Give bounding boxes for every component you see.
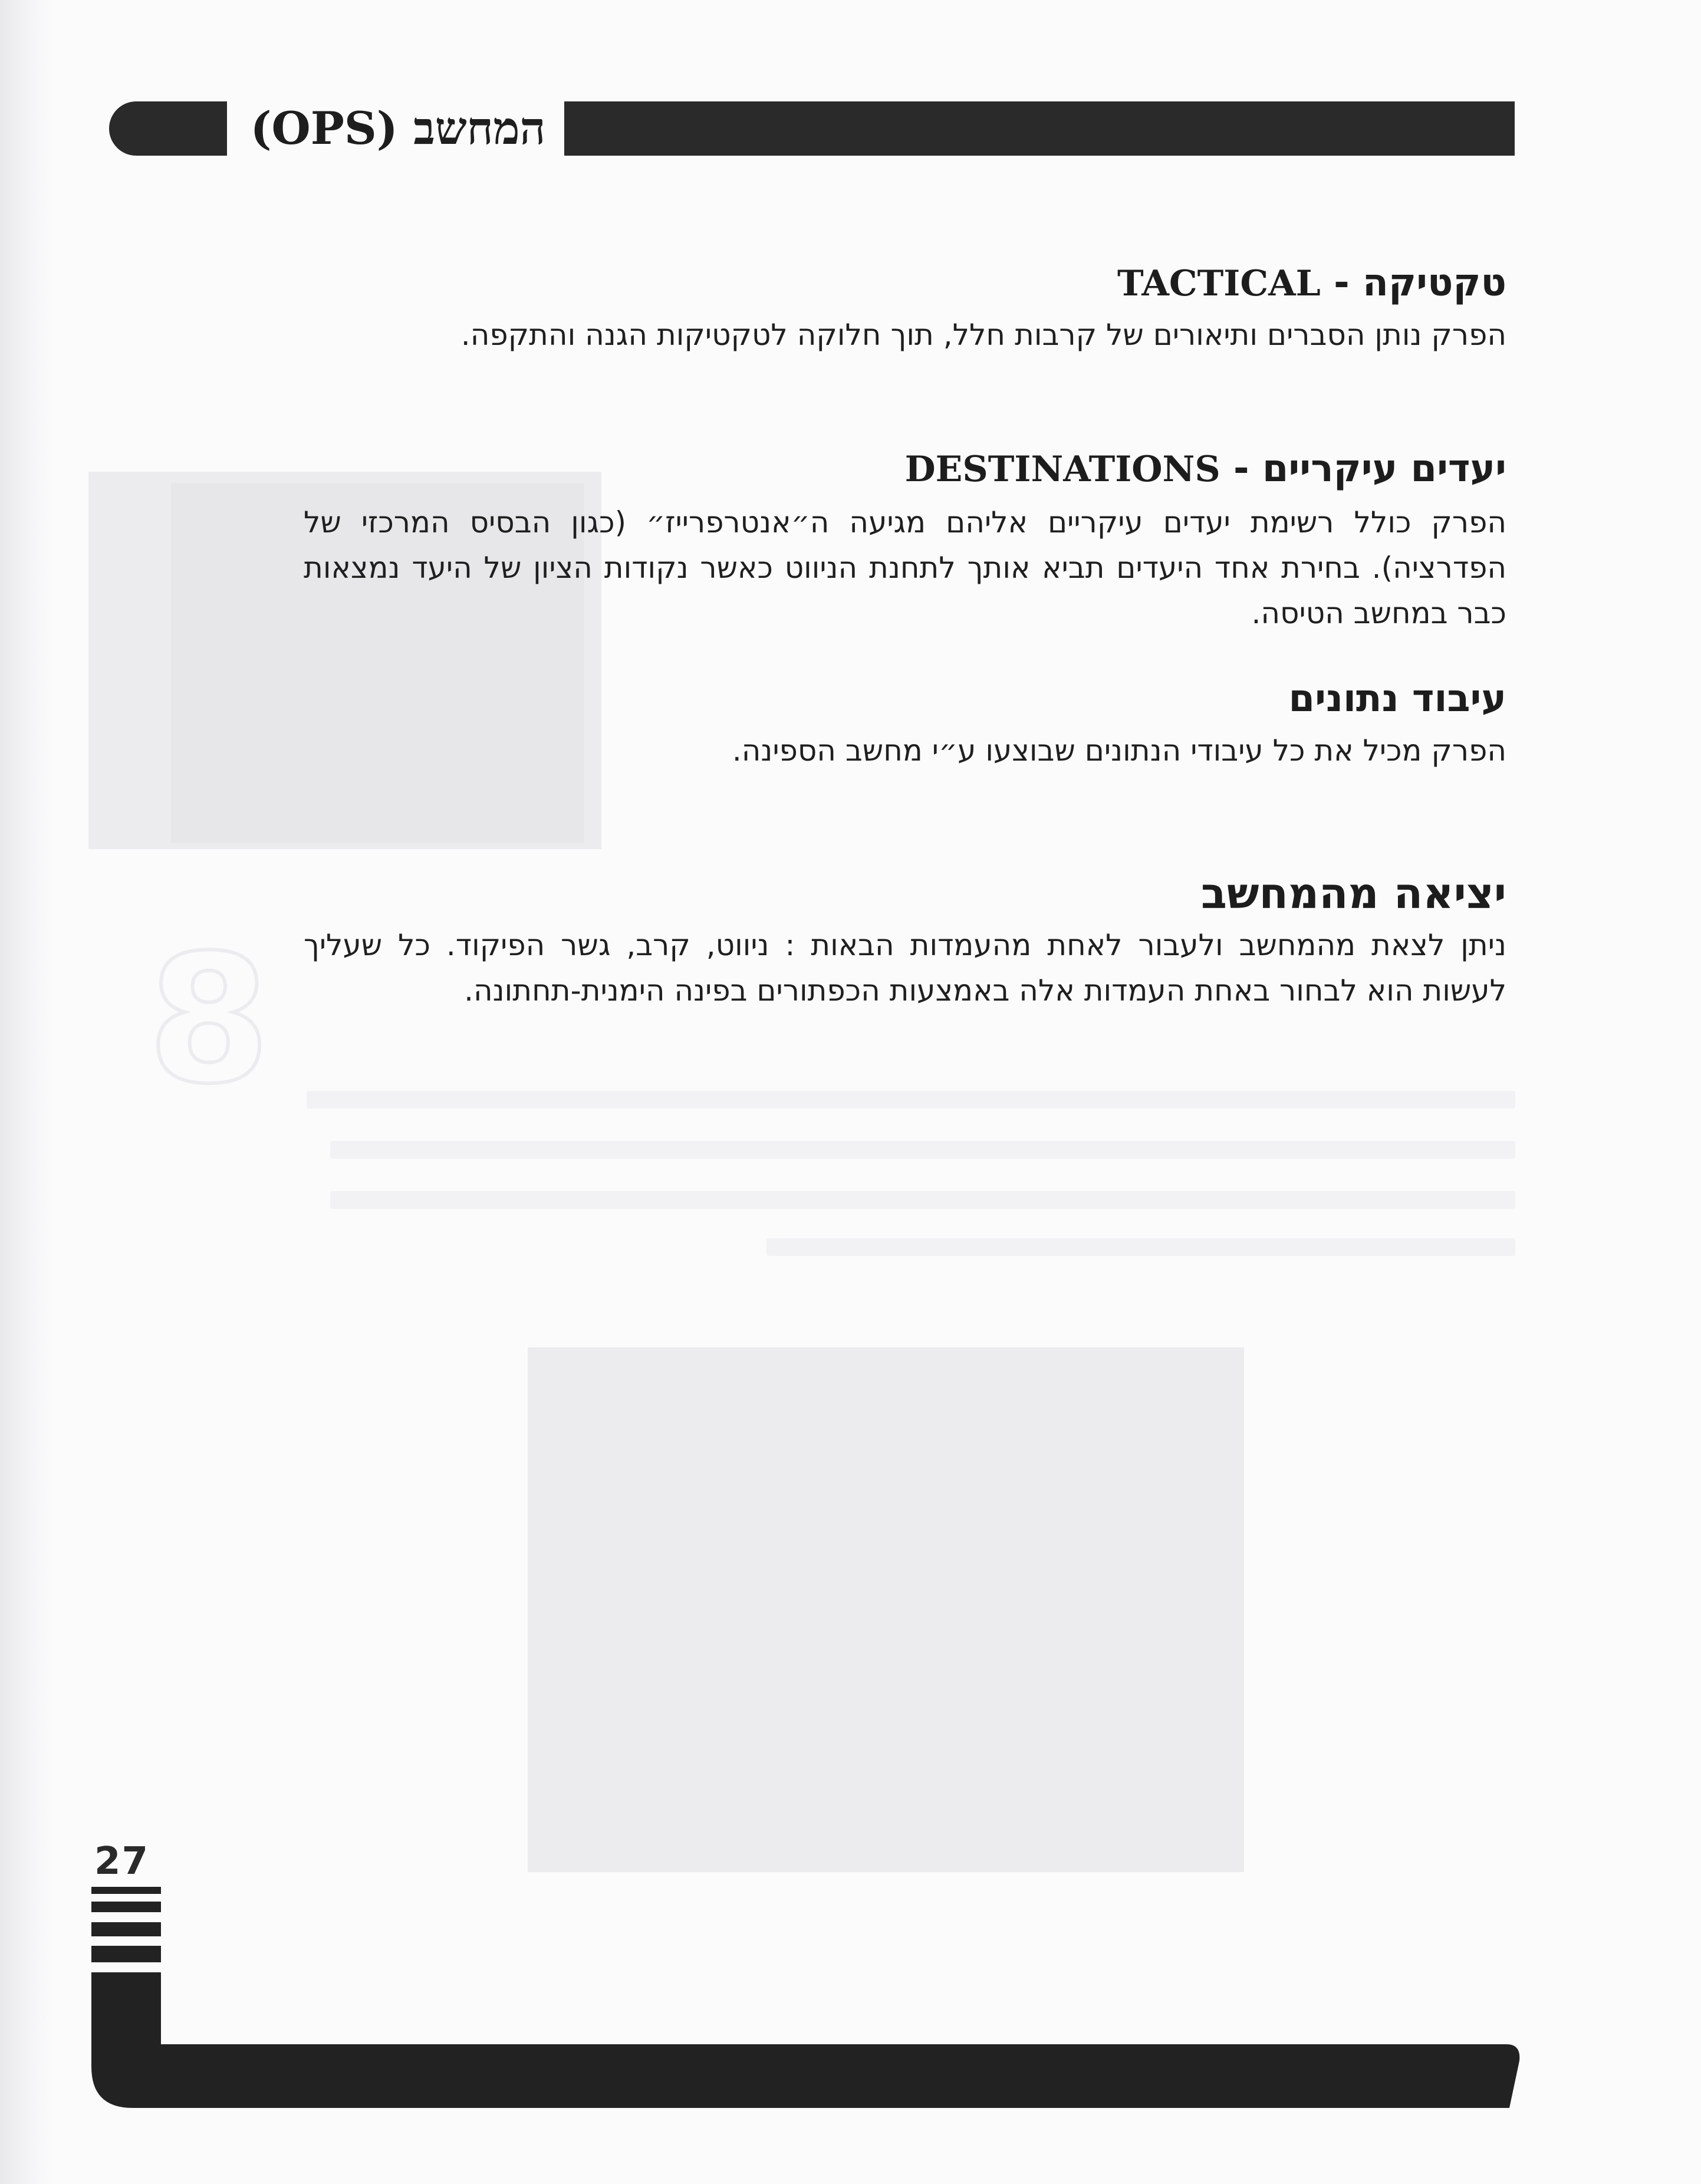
header-bar-right: [564, 101, 1515, 156]
page-edge-shadow: [0, 0, 53, 2184]
bleed-through-line: [307, 1091, 1515, 1109]
heading-hebrew: טקטיקה: [1363, 261, 1506, 305]
section-body-data-processing: הפרק מכיל את כל עיבודי הנתונים שבוצעו ע״י מחשב הספינה.: [732, 734, 1506, 768]
section-heading-exit-computer: יציאה מהמחשב: [1201, 869, 1506, 918]
decorative-stripe: [91, 1902, 161, 1912]
heading-english: DESTINATIONS: [904, 449, 1220, 490]
section-heading-data-processing: עיבוד נתונים: [1288, 677, 1506, 721]
header-bar-left: [109, 101, 227, 156]
bottom-bracket-decoration: [91, 1972, 1521, 2108]
heading-english: TACTICAL: [1117, 263, 1321, 304]
decorative-stripe: [91, 1946, 161, 1962]
section-heading-tactical: [1117, 259, 1506, 307]
bleed-through-line: [330, 1141, 1515, 1159]
page-number: 27: [94, 1840, 150, 1883]
section-body-tactical: הפרק נותן הסברים ותיאורים של קרבות חלל, תוך חלוקה לטקטיקות הגנה והתקפה.: [460, 318, 1506, 352]
heading-separator: -: [1220, 447, 1262, 491]
heading-hebrew: יעדים עיקריים: [1262, 447, 1506, 491]
heading-separator: -: [1320, 261, 1363, 305]
bleed-through-line: [330, 1191, 1515, 1209]
decorative-stripe: [91, 1887, 161, 1894]
page-header-title: המחשב (OPS): [250, 102, 546, 154]
decorative-stripe: [91, 1922, 161, 1936]
section-body-exit-computer: ניתן לצאת מהמחשב ולעבור לאחת מהעמדות הבאות : ניווט, קרב, גשר הפיקוד. כל שעליך לעשות הוא לבחור באחת העמדות אלה באמצעות הכפתורים בפינה הימנית-תחתונה.: [304, 928, 1506, 1008]
section-heading-destinations: [905, 445, 1506, 493]
section-body-destinations: הפרק כולל רשימת יעדים עיקריים אליהם מגיעה ה״אנטרפרייז״ (כגון הבסיס המרכזי של הפדרציה). בחירת אחד היעדים תביא אותך לתחנת הניווט כאשר נקודות הציון של היעד נמצאות כבר במחשב הטיסה.: [304, 505, 1506, 630]
bleed-through-line: [766, 1238, 1515, 1256]
bleed-through-digit: 8: [147, 917, 271, 1123]
bleed-through-panel-bottom: [528, 1347, 1244, 1872]
